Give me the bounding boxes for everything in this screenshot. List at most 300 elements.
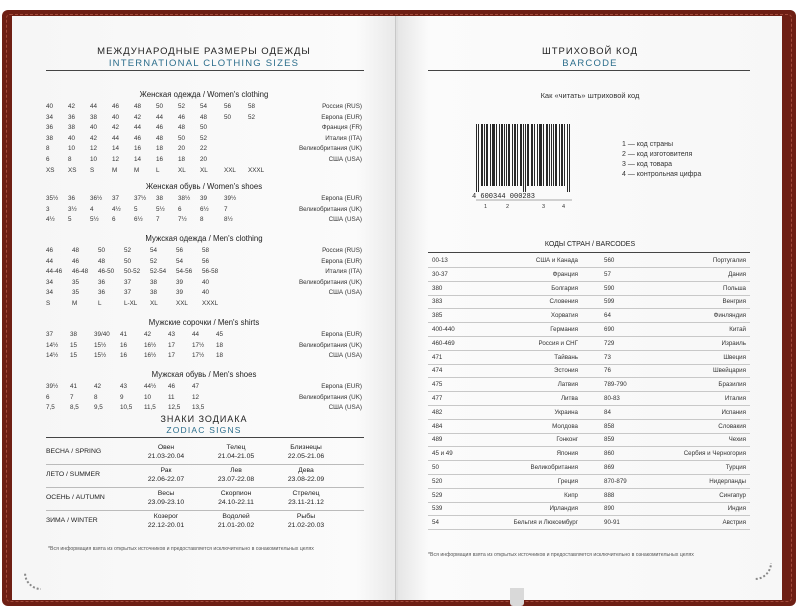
code-range: 590 xyxy=(604,284,615,292)
barcode-bar xyxy=(528,124,529,186)
size-system-label: Великобритания (UK) xyxy=(298,278,362,286)
season-label: ОСЕНЬ / AUTUMN xyxy=(46,494,105,501)
barcode-bar xyxy=(531,124,532,186)
country-code-row xyxy=(428,448,748,461)
code-range: 560 xyxy=(604,257,615,264)
barcode-bar xyxy=(476,124,477,192)
country-code-row xyxy=(428,352,748,365)
size-cell: 17½ xyxy=(192,341,205,349)
size-cell: 42 xyxy=(112,124,120,132)
zodiac-sign-dates: 21.04-21.05 xyxy=(217,453,255,460)
size-cell: 16½ xyxy=(144,341,157,349)
barcode-bar xyxy=(506,124,507,186)
size-cell: 20 xyxy=(200,156,208,163)
barcode-bar xyxy=(547,124,548,186)
country-name: Сербия и Черногория xyxy=(683,450,746,458)
barcode-bar xyxy=(555,124,556,186)
barcode-bar xyxy=(486,124,487,186)
size-cell: 10 xyxy=(90,156,98,163)
size-cell: 4 xyxy=(90,205,94,213)
barcode-bar xyxy=(501,124,502,186)
size-cell: 48 xyxy=(72,247,80,254)
size-cell: 39 xyxy=(200,195,208,202)
size-cell: 48 xyxy=(156,134,164,142)
size-cell: 38 xyxy=(46,134,54,142)
size-cell: 46 xyxy=(72,257,80,265)
size-cell: 54 xyxy=(150,247,158,254)
season-label: ЗИМА / WINTER xyxy=(46,517,98,524)
barcode-bar xyxy=(549,124,550,186)
size-cell: XXL xyxy=(176,300,188,307)
country-name: Польша xyxy=(723,284,746,292)
code-range: 54 xyxy=(432,519,439,527)
left-page xyxy=(12,16,396,600)
zodiac-sign-dates: 23.11-21.12 xyxy=(288,499,324,506)
country-code-row xyxy=(428,490,748,503)
size-cell: 34 xyxy=(46,278,54,286)
country-code-row xyxy=(428,517,748,530)
country-code-row xyxy=(428,421,748,434)
size-cell: 37 xyxy=(124,289,132,297)
size-cell: 36½ xyxy=(90,195,103,202)
size-system-label: Великобритания (UK) xyxy=(298,145,362,153)
size-system-label: США (USA) xyxy=(328,289,362,297)
code-range: 471 xyxy=(432,353,443,361)
size-cell: XL xyxy=(178,166,186,174)
size-cell: 18 xyxy=(178,156,186,163)
barcode-bar xyxy=(551,124,552,186)
zodiac-row xyxy=(46,488,366,510)
size-cell: M xyxy=(112,166,118,174)
country-name: Бельгия и Люксембург xyxy=(513,519,578,527)
size-cell: 38 xyxy=(70,331,78,338)
size-cell: 48 xyxy=(200,113,208,121)
code-range: 76 xyxy=(604,367,611,375)
zodiac-sign-dates: 22.05-21.06 xyxy=(287,453,325,460)
size-cell: 9,5 xyxy=(94,404,103,412)
size-cell: 54 xyxy=(176,257,184,265)
code-range: 482 xyxy=(432,408,443,416)
size-cell: 37½ xyxy=(134,195,147,202)
size-system-label: Россия (RUS) xyxy=(322,103,362,110)
size-cell: 17 xyxy=(168,341,176,349)
country-name: Финляндия xyxy=(713,312,746,320)
barcode-bar xyxy=(556,124,557,186)
barcode-bar xyxy=(509,124,510,186)
barcode-bar xyxy=(553,124,554,186)
size-cell: 39½ xyxy=(46,383,59,390)
country-name: Тайвань xyxy=(554,353,578,361)
size-cell: 39/40 xyxy=(94,331,110,338)
size-cell: 37 xyxy=(46,331,54,338)
barcode-mark-3: 3 xyxy=(542,204,546,210)
size-cell: 35 xyxy=(72,278,80,286)
barcode-bar xyxy=(481,124,482,186)
size-cell: 12,5 xyxy=(168,404,181,412)
size-cell: 6 xyxy=(46,393,50,401)
zodiac-sign-name: Дева xyxy=(298,467,314,474)
size-cell: 41 xyxy=(70,383,78,390)
country-name: Ирландия xyxy=(549,505,578,513)
country-name: Индия xyxy=(727,505,746,513)
code-range: 90-91 xyxy=(604,519,620,527)
code-range: 489 xyxy=(432,436,443,444)
country-code-row xyxy=(428,393,748,406)
country-code-row xyxy=(428,503,748,516)
size-cell: 3 xyxy=(46,205,50,213)
size-cell: 56 xyxy=(176,247,184,254)
zodiac-sign-dates: 24.10-22.11 xyxy=(218,499,254,506)
size-cell: 48 xyxy=(178,124,186,132)
barcode-bar xyxy=(512,124,513,186)
size-cell: 12 xyxy=(112,156,120,163)
code-range: 477 xyxy=(432,395,443,402)
barcode-image xyxy=(472,124,582,210)
size-cell: 38 xyxy=(68,124,76,132)
barcode-bar xyxy=(499,124,500,186)
code-range: 57 xyxy=(604,270,611,278)
barcode-bar xyxy=(508,124,509,186)
size-cell: 4½ xyxy=(46,216,55,224)
size-cell: 16½ xyxy=(144,352,157,360)
size-cell: 15 xyxy=(70,352,78,360)
zodiac-sign-dates: 21.03-20.04 xyxy=(147,453,185,460)
size-system-label: Европа (EUR) xyxy=(321,113,362,121)
country-name: Израиль xyxy=(721,339,746,347)
size-cell: 46 xyxy=(156,124,164,132)
barcode-bar xyxy=(564,124,565,186)
size-cell: 52-54 xyxy=(150,268,167,276)
country-name: Нидерланды xyxy=(709,477,746,485)
how-to-read-caption: Как «читать» штриховой код xyxy=(540,91,640,100)
code-range: 400-440 xyxy=(432,326,455,333)
country-name: Великобритания xyxy=(530,464,578,471)
country-name: Япония xyxy=(556,450,578,458)
clothing-sizes-title-ru: МЕЖДУНАРОДНЫЕ РАЗМЕРЫ ОДЕЖДЫ xyxy=(97,46,311,57)
code-range: 385 xyxy=(432,312,443,320)
barcode-mark-1: 1 xyxy=(484,204,488,210)
barcode-bar xyxy=(517,124,518,186)
barcode-title-en: BARCODE xyxy=(562,58,618,69)
barcode-bar xyxy=(482,124,483,186)
size-cell: 50 xyxy=(156,103,164,110)
country-name: Португалия xyxy=(712,257,746,264)
code-range: 690 xyxy=(604,326,615,333)
zodiac-sign-dates: 22.06-22.07 xyxy=(147,476,185,483)
country-name: Россия и СНГ xyxy=(538,339,578,347)
codes-divider xyxy=(428,252,750,253)
barcode-title-divider xyxy=(428,70,750,71)
size-cell: 56 xyxy=(202,257,210,265)
barcode-bar xyxy=(493,124,494,186)
size-cell: 5 xyxy=(134,205,138,213)
code-range: 73 xyxy=(604,353,611,361)
size-cell: 46 xyxy=(178,113,186,121)
size-cell: XS xyxy=(68,166,77,174)
size-cell: 36 xyxy=(98,289,106,297)
size-cell: 40 xyxy=(202,289,210,297)
code-range: 45 и 49 xyxy=(432,450,453,458)
zodiac-sign-name: Овен xyxy=(157,444,175,451)
size-cell: XL xyxy=(200,166,208,174)
size-cell: 44-46 xyxy=(46,268,63,276)
barcode-mark-2: 2 xyxy=(506,204,510,210)
barcode-bar xyxy=(539,124,540,186)
size-cell: 22 xyxy=(200,145,208,153)
zodiac-sign-name: Лев xyxy=(230,467,242,474)
code-range: 529 xyxy=(432,491,443,499)
zodiac-sign-name: Близнецы xyxy=(290,444,322,451)
zodiac-sign-name: Водолей xyxy=(222,513,250,520)
size-cell: 46-50 xyxy=(98,268,115,276)
barcode-bar xyxy=(543,124,544,186)
size-system-label: США (USA) xyxy=(328,352,362,360)
size-cell: 46 xyxy=(134,134,142,142)
size-cell: 50 xyxy=(178,134,186,142)
right-footnote: *Вся информация взята из открытых источников и предоставляется исключительно в ознакомительных целях xyxy=(428,552,694,558)
barcode-bar xyxy=(537,124,538,186)
country-name: Словения xyxy=(549,298,578,306)
size-cell: 7½ xyxy=(178,216,187,224)
size-cell: 36 xyxy=(68,195,76,202)
size-cell: 8½ xyxy=(224,216,233,224)
size-cell: 10 xyxy=(68,145,76,153)
size-cell: 5½ xyxy=(156,205,165,213)
country-name: Германия xyxy=(550,326,578,333)
size-cell: 18 xyxy=(156,145,164,153)
size-cell: 36 xyxy=(98,278,106,286)
country-name: Хорватия xyxy=(550,312,578,320)
barcode-mark-4: 4 xyxy=(562,204,566,210)
zodiac-sign-name: Стрелец xyxy=(292,490,320,497)
size-cell: 6 xyxy=(112,216,116,224)
country-name: США и Канада xyxy=(535,257,578,264)
zodiac-sign-name: Скорпион xyxy=(220,490,252,497)
size-cell: S xyxy=(90,166,95,174)
size-cell: 9 xyxy=(120,393,124,401)
size-cell: XXXL xyxy=(248,166,265,174)
size-cell: 43 xyxy=(120,383,128,390)
barcode-title-ru: ШТРИХОВОЙ КОД xyxy=(541,46,638,57)
country-code-row xyxy=(428,365,748,378)
country-code-row xyxy=(428,462,748,475)
country-code-row xyxy=(428,310,748,323)
title-divider xyxy=(46,70,364,71)
code-range: 475 xyxy=(432,381,443,389)
zodiac-row xyxy=(46,442,366,464)
country-name: Австрия xyxy=(722,519,746,527)
size-cell: 5 xyxy=(68,216,72,224)
code-range: 484 xyxy=(432,422,443,430)
size-cell: 3½ xyxy=(68,205,77,213)
size-cell: 44 xyxy=(134,124,142,132)
size-cell: 50-52 xyxy=(124,268,141,276)
size-cell: 42 xyxy=(144,331,152,338)
womens-shoes-heading: Женская обувь / Women's shoes xyxy=(145,182,263,191)
size-cell: XS xyxy=(46,166,55,174)
size-cell: 42 xyxy=(90,134,98,142)
barcode-bar xyxy=(540,124,541,186)
size-cell: 37 xyxy=(112,195,120,202)
size-cell: 12 xyxy=(90,145,98,153)
size-cell: 39½ xyxy=(224,195,237,202)
country-code-row xyxy=(428,324,748,337)
size-cell: 52 xyxy=(200,134,208,142)
size-cell: 15 xyxy=(70,341,78,349)
barcode-bar xyxy=(521,124,522,186)
size-cell: 5½ xyxy=(90,216,99,224)
barcode-bar xyxy=(561,124,562,186)
size-cell: 12 xyxy=(192,393,200,401)
size-cell: 45 xyxy=(216,331,224,338)
size-system-label: Великобритания (UK) xyxy=(298,393,362,401)
mens-clothing-heading: Мужская одежда / Men's clothing xyxy=(145,234,263,243)
size-cell: 46-48 xyxy=(72,268,89,276)
size-system-label: США (USA) xyxy=(328,216,362,224)
barcode-bar xyxy=(559,124,560,186)
left-footnote: *Вся информация взята из открытых источников и предоставляется исключительно в ознакомительных целях xyxy=(48,546,314,552)
country-code-row xyxy=(428,476,748,489)
country-code-row xyxy=(428,255,748,268)
size-cell: 50 xyxy=(124,257,132,265)
country-code-row xyxy=(428,283,748,296)
barcode-bar xyxy=(567,124,568,192)
size-cell: 40 xyxy=(112,113,120,121)
size-cell: L xyxy=(98,300,102,307)
legend-item: 4 — контрольная цифра xyxy=(622,171,702,178)
zodiac-sign-name: Козерог xyxy=(153,513,179,520)
mens-shirts-heading: Мужские сорочки / Men's shirts xyxy=(148,318,260,327)
zodiac-sign-name: Рак xyxy=(160,467,172,474)
size-system-label: Италия (ITA) xyxy=(325,268,362,276)
zodiac-sign-name: Телец xyxy=(226,444,246,451)
size-cell: 10 xyxy=(144,393,152,401)
barcode-bar xyxy=(492,124,493,186)
size-cell: 16 xyxy=(120,352,128,360)
size-cell: 37 xyxy=(124,278,132,286)
country-name: Литва xyxy=(560,395,578,402)
size-cell: 14½ xyxy=(46,341,59,349)
country-name: Швейцария xyxy=(712,367,746,375)
barcode-bar xyxy=(525,124,526,192)
country-code-row xyxy=(428,379,748,392)
zodiac-title-en: ZODIAC SIGNS xyxy=(166,425,242,435)
size-cell: 6 xyxy=(178,205,182,213)
code-range: 869 xyxy=(604,464,615,471)
country-name: Турция xyxy=(725,464,746,471)
size-cell: 16 xyxy=(120,341,128,349)
country-name: Греция xyxy=(557,477,578,485)
size-cell: 16 xyxy=(156,156,164,163)
size-cell: 52 xyxy=(124,247,132,254)
size-system-label: Великобритания (UK) xyxy=(298,341,362,349)
size-cell: 17 xyxy=(168,352,176,360)
code-range: 460-469 xyxy=(432,339,455,347)
size-cell: 15½ xyxy=(94,352,107,360)
zodiac-sign-dates: 22.12-20.01 xyxy=(147,522,185,529)
size-cell: 38 xyxy=(150,289,158,297)
size-cell: 14 xyxy=(134,156,142,163)
size-cell: 35½ xyxy=(46,195,59,202)
size-cell: 11,5 xyxy=(144,404,156,412)
barcode-legend xyxy=(622,140,701,180)
size-cell: 13,5 xyxy=(192,404,205,412)
size-system-label: Италия (ITA) xyxy=(325,134,362,142)
size-cell: 16 xyxy=(134,145,142,153)
size-cell: 52 xyxy=(248,113,256,121)
size-cell: 46 xyxy=(112,103,120,110)
country-name: Испания xyxy=(721,408,746,416)
country-codes-title: КОДЫ СТРАН / BARCODES xyxy=(544,241,636,248)
code-range: 858 xyxy=(604,422,615,430)
size-cell: XXXL xyxy=(202,300,219,307)
barcode-bar xyxy=(532,124,533,186)
zodiac-sign-dates: 21.02-20.03 xyxy=(287,522,325,529)
zodiac-row xyxy=(46,465,366,487)
barcode-bar xyxy=(541,124,542,186)
clothing-sizes-title-en: INTERNATIONAL CLOTHING SIZES xyxy=(108,58,300,69)
barcode-bar xyxy=(487,124,488,186)
size-cell: 47 xyxy=(192,383,200,390)
size-cell: 7 xyxy=(156,216,160,224)
zodiac-row xyxy=(46,511,366,533)
size-system-label: Великобритания (UK) xyxy=(298,205,362,213)
size-cell: 36 xyxy=(68,113,76,121)
size-cell: 42 xyxy=(94,383,102,390)
country-name: Гонконг xyxy=(556,436,578,444)
code-range: 50 xyxy=(432,464,439,471)
size-cell: 44½ xyxy=(144,383,157,390)
zodiac-sign-dates: 23.09-23.10 xyxy=(147,499,185,506)
zodiac-sign-name: Рыбы xyxy=(296,513,316,520)
code-range: 599 xyxy=(604,298,615,306)
country-code-row xyxy=(428,338,748,351)
barcode-bar xyxy=(520,124,521,186)
country-name: Эстония xyxy=(554,367,578,375)
size-system-label: Россия (RUS) xyxy=(322,247,362,254)
size-cell: 7 xyxy=(224,205,228,213)
size-cell: 39 xyxy=(176,278,184,286)
size-cell: 54-56 xyxy=(176,268,193,276)
size-cell: 40 xyxy=(202,278,210,286)
size-cell: 7,5 xyxy=(46,404,55,412)
bookmark-ribbon xyxy=(510,588,524,606)
country-code-row xyxy=(428,407,748,420)
code-range: 380 xyxy=(432,284,443,292)
code-range: 84 xyxy=(604,408,611,416)
size-cell: S xyxy=(46,300,51,307)
size-cell: 20 xyxy=(178,145,186,153)
size-cell: 36 xyxy=(46,124,54,132)
country-name: Кипр xyxy=(564,491,578,499)
legend-item: 2 — код изготовителя xyxy=(622,151,693,158)
size-cell: 34 xyxy=(46,113,54,121)
size-cell: M xyxy=(72,300,78,307)
size-system-label: Европа (EUR) xyxy=(321,383,362,390)
code-range: 520 xyxy=(432,477,443,485)
size-cell: 6 xyxy=(46,156,50,163)
code-range: 383 xyxy=(432,298,443,306)
size-cell: 43 xyxy=(168,331,176,338)
country-name: Болгария xyxy=(551,284,578,292)
size-cell: 8,5 xyxy=(70,404,79,412)
size-cell: 40 xyxy=(90,124,98,132)
size-cell: 50 xyxy=(200,124,208,132)
womens-clothing-heading: Женская одежда / Women's clothing xyxy=(139,90,269,99)
size-cell: 40 xyxy=(46,103,54,110)
barcode-bar xyxy=(562,124,563,186)
code-row-divider xyxy=(428,529,750,530)
